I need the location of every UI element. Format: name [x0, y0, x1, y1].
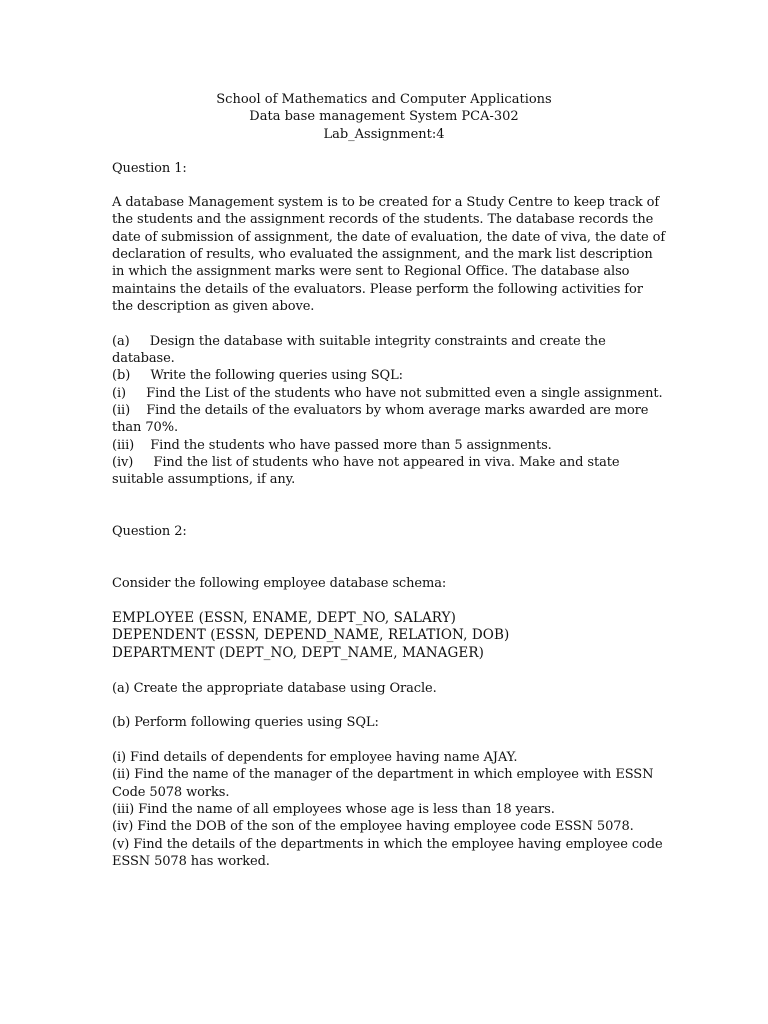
course-title: Data base management System PCA-302: [249, 109, 519, 124]
q1-para-line: date of submission of assignment, the date of evaluation, the date of viva, the date of: [112, 230, 666, 245]
q1-item: than 70%.: [112, 420, 178, 435]
school-title: School of Mathematics and Computer Applications: [216, 92, 552, 107]
q1-para-line: declaration of results, who evaluated the assignment, and the mark list description: [112, 247, 653, 262]
q2-intro: Consider the following employee database schema:: [112, 576, 447, 591]
q1-para-line: maintains the details of the evaluators. Please perform the following activities for: [112, 282, 643, 297]
question-2-heading: Question 2:: [112, 524, 187, 539]
q1-item: (iv) Find the list of students who have not appeared in viva. Make and state: [112, 455, 620, 470]
q1-item: database.: [112, 351, 175, 366]
q2-query: (iv) Find the DOB of the son of the employee having employee code ESSN 5078.: [112, 819, 634, 834]
q2-query: Code 5078 works.: [112, 785, 230, 800]
q1-para-line: A database Management system is to be created for a Study Centre to keep track of: [112, 195, 660, 210]
q1-item: (a) Design the database with suitable integrity constraints and create the: [112, 334, 606, 349]
q1-item: (i) Find the List of the students who have not submitted even a single assignment.: [112, 386, 663, 401]
q2-part-a: (a) Create the appropriate database using Oracle.: [112, 681, 437, 696]
q1-para-line: in which the assignment marks were sent to Regional Office. The database also: [112, 264, 630, 279]
schema-line-department: DEPARTMENT (DEPT_NO, DEPT_NAME, MANAGER): [112, 645, 484, 661]
q2-query: (iii) Find the name of all employees whose age is less than 18 years.: [112, 802, 555, 817]
q1-para-line: the students and the assignment records of the students. The database records the: [112, 212, 654, 227]
q1-para-line: the description as given above.: [112, 299, 315, 314]
schema-line-dependent: DEPENDENT (ESSN, DEPEND_NAME, RELATION, DOB): [112, 627, 510, 643]
q2-query: ESSN 5078 has worked.: [112, 854, 270, 869]
q2-query: (v) Find the details of the departments in which the employee having employee code: [112, 837, 663, 852]
q1-item: (iii) Find the students who have passed more than 5 assignments.: [112, 438, 552, 453]
schema-line-employee: EMPLOYEE (ESSN, ENAME, DEPT_NO, SALARY): [112, 610, 457, 626]
q1-item: suitable assumptions, if any.: [112, 472, 296, 487]
q2-query: (i) Find details of dependents for employee having name AJAY.: [112, 750, 518, 765]
q2-query: (ii) Find the name of the manager of the department in which employee with ESSN: [112, 767, 654, 782]
assignment-title: Lab_Assignment:4: [323, 127, 445, 142]
q2-part-b: (b) Perform following queries using SQL:: [112, 715, 379, 730]
q1-item: (ii) Find the details of the evaluators by whom average marks awarded are more: [112, 403, 649, 418]
question-1-heading: Question 1:: [112, 161, 187, 176]
q1-item: (b) Write the following queries using SQL:: [112, 368, 403, 383]
